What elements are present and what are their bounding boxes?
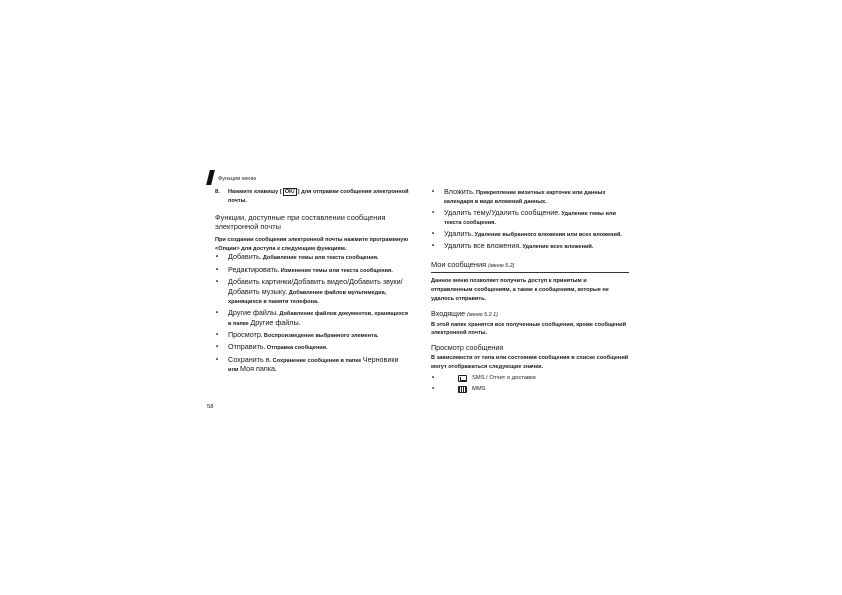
section-text: Данное меню позволяет получить доступ к принятым и отправленным сообщениям, а также к сообщениям, которые не удалось отправить. [431, 278, 609, 302]
right-column [431, 188, 629, 396]
bullet-icon: • [432, 243, 435, 250]
option-end: . [275, 367, 277, 374]
intro-text: При создании сообщения электронной почты нажмите программную <Опции> для доступа к следующим функциям. [215, 236, 409, 252]
option-desc: . Отправка сообщения. [263, 345, 328, 352]
folder-name: Моя папка [240, 364, 276, 374]
option-name: Добавить [228, 252, 260, 262]
option-name: Отправить [228, 342, 264, 352]
list-item [431, 374, 629, 383]
option-desc: . Добавление темы или текста сообщения. [259, 255, 379, 262]
option-name: Другие файлы [228, 307, 277, 317]
mms-icon [458, 386, 467, 393]
option-desc: . Воспроизведение выбранного элемента. [260, 332, 379, 339]
icon-label: SMS / Отчет о доставке [472, 374, 536, 381]
bullet-icon: • [432, 374, 435, 381]
ok-key-icon: OK/ [284, 189, 295, 195]
icon-row [444, 374, 629, 383]
option-desc: . Изменение темы или текста сообщения. [277, 267, 393, 274]
header-mark [206, 170, 215, 185]
list-item [215, 266, 410, 276]
section-title [431, 260, 629, 273]
options-list-left [215, 253, 410, 375]
option-desc: . Удаление темы или текста сообщения. [444, 211, 616, 226]
menu-ref: (меню 5.2.1) [467, 311, 498, 318]
option-desc: . Сохранение сообщения в папке [269, 357, 363, 364]
icon-list [431, 374, 629, 394]
option-name: Сохранить в [228, 354, 270, 364]
step-8 [215, 188, 410, 206]
option-name: Просмотр [228, 329, 261, 339]
list-item [431, 188, 629, 207]
list-item [431, 242, 629, 252]
bullet-icon: • [216, 356, 219, 363]
page-header [207, 170, 407, 186]
list-item [431, 209, 629, 228]
option-desc: . Удаление выбранного вложения или всех вложений. [471, 232, 622, 239]
option-end: . [298, 320, 301, 327]
inbox-title-text: Входящие [431, 308, 466, 318]
list-item [431, 230, 629, 240]
folder-name: Черновики [362, 354, 399, 364]
icon-row [444, 385, 629, 394]
step-text-pre: Нажмите клавишу [ [228, 189, 282, 195]
bullet-icon: • [432, 231, 435, 238]
list-item [215, 356, 410, 376]
option-name: Удалить все вложения [444, 241, 520, 251]
option-desc: . Добавление файлов документов, хранящихся в папке [228, 310, 409, 327]
icon-label: MMS [472, 386, 486, 393]
bullet-icon: • [216, 254, 219, 261]
list-item [431, 385, 629, 394]
list-item [215, 331, 410, 341]
option-name: Удалить [444, 229, 472, 239]
bullet-icon: • [216, 309, 219, 316]
option-name: Удалить тему/Удалить сообщение [444, 208, 559, 218]
option-desc: . Добавление файлов мультимедиа, хранящихся в памяти телефона. [228, 289, 387, 305]
bullet-icon: • [216, 266, 219, 273]
header-section: Функции меню [218, 176, 257, 182]
step-text-post: ] для отправки сообщения электронной почты. [228, 189, 409, 204]
bullet-icon: • [216, 331, 219, 338]
left-column [215, 188, 410, 378]
step-number: 8. [215, 189, 220, 195]
option-name: Вложить [444, 187, 473, 196]
list-item [215, 253, 410, 263]
option-desc: . Удаление всех вложений. [519, 244, 594, 251]
option-mid: или [228, 367, 240, 374]
option-name: Редактировать [228, 264, 278, 274]
bullet-icon: • [216, 344, 219, 351]
list-item [215, 343, 410, 353]
bullet-icon: • [216, 278, 219, 285]
option-name: Добавить картинки/Добавить видео/Добавить звуки/Добавить музыку [228, 276, 403, 296]
view-text: В зависимости от типа или состояния сообщения в списке сообщений могут отображаться следующие значки. [431, 355, 629, 371]
bullet-icon: • [432, 386, 435, 393]
bullet-icon: • [432, 210, 435, 217]
section-title-text: Мои сообщения [431, 260, 487, 270]
section-heading: Функции, доступные при составлении сообщения электронной почты [215, 212, 386, 232]
list-item [215, 309, 410, 329]
view-title: Просмотр сообщения [431, 343, 504, 353]
option-desc: . Прикрепление визитных карточек или данных календаря в виде вложений данных. [444, 190, 606, 205]
folder-name: Другие файлы [250, 317, 299, 327]
inbox-title [431, 309, 629, 320]
page-number: 58 [207, 404, 214, 410]
inbox-text: В этой папке хранятся все полученные сообщения, кроме сообщений электронной почты. [431, 321, 627, 337]
options-list-right [431, 188, 629, 252]
bullet-icon: • [432, 189, 435, 195]
list-item [215, 278, 410, 306]
sms-icon [458, 375, 467, 382]
menu-ref: (меню 5.2) [488, 263, 515, 270]
